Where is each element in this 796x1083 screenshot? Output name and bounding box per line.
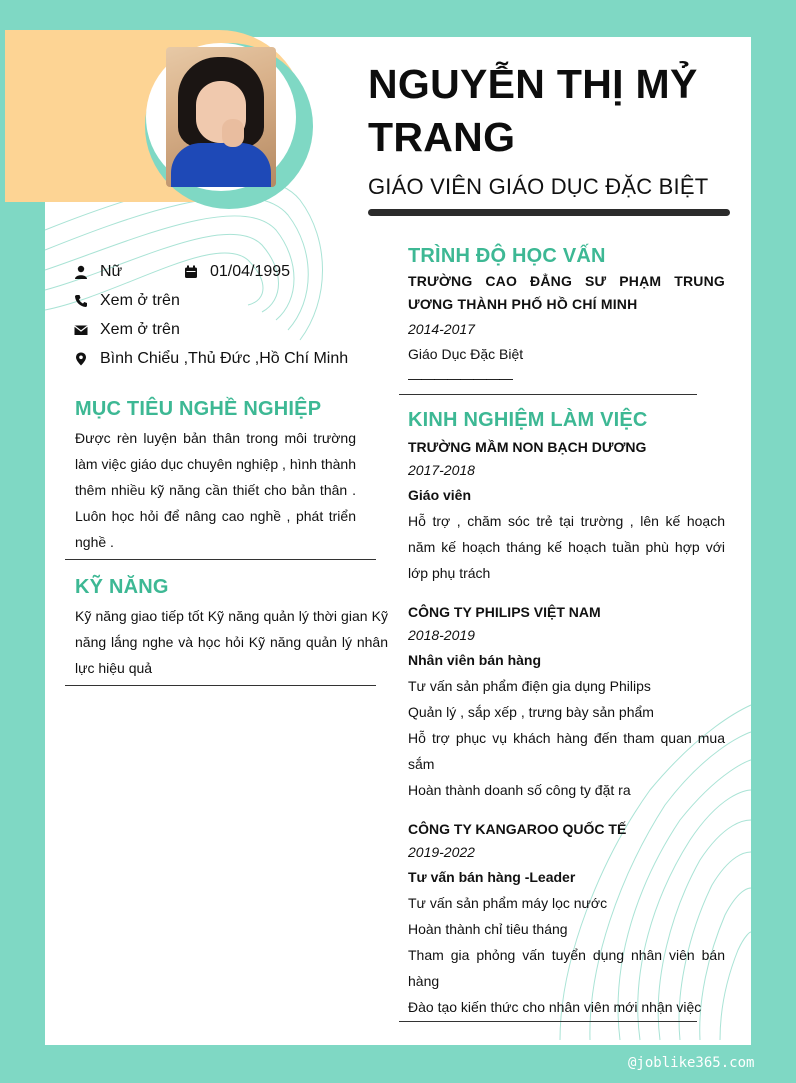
job-duty: Hỗ trợ phục vụ khách hàng đến tham quan mua sắm [408,730,725,772]
job-position: Tư vấn bán hàng -Leader [408,869,576,885]
job-company: CÔNG TY KANGAROO QUỐC TẾ [408,821,627,837]
photo-frame [146,43,296,191]
job-duty: Hoàn thành doanh số công ty đặt ra [408,782,631,798]
divider [399,394,697,395]
contact-gender [74,263,122,281]
education-period: 2014-2017 [408,321,475,337]
contact-email [74,321,180,339]
job-duty: Tư vấn sản phẩm điện gia dụng Philips [408,678,651,694]
profile-photo [166,47,276,187]
job-period: 2017-2018 [408,462,475,478]
address-value: Bình Chiểu ,Thủ Đức ,Hồ Chí Minh [100,350,349,367]
calendar-icon [184,265,198,279]
job-duty: Tư vấn sản phẩm máy lọc nước [408,895,608,911]
job-duty: Hỗ trợ , chăm sóc trẻ tại trường , lên kế hoạch năm kế hoạch tháng kế hoạch tuần phù hợp với lớp phụ trách [408,513,725,581]
divider [399,1021,697,1022]
skills-text: Kỹ năng giao tiếp tốt Kỹ năng quản lý thời gian Kỹ năng lắng nghe và học hỏi Kỹ năng quản lý nhân lực hiệu quả [75,608,388,676]
education-dashes: ———————— [408,370,512,386]
experience-heading: KINH NGHIỆM LÀM VIỆC [408,409,648,431]
gender-value: Nữ [100,263,123,280]
job-position: Nhân viên bán hàng [408,652,542,668]
contact-address [74,350,348,368]
job-duty: Đào tạo kiến thức cho nhân viên mới nhận việc [408,999,702,1015]
location-pin-icon [74,352,88,366]
job-period: 2018-2019 [408,627,475,643]
watermark: @joblike365.com [628,1055,755,1071]
objective-heading: MỤC TIÊU NGHỀ NGHIỆP [75,398,322,420]
job-company: CÔNG TY PHILIPS VIỆT NAM [408,604,601,620]
email-value: Xem ở trên [100,321,180,338]
candidate-title: GIÁO VIÊN GIÁO DỤC ĐẶC BIỆT [368,174,709,199]
contact-phone [74,292,180,310]
job-company: TRƯỜNG MẦM NON BẠCH DƯƠNG [408,439,647,455]
phone-icon [74,294,88,308]
education-major: Giáo Dục Đặc Biệt [408,346,524,362]
title-underline [368,209,730,216]
divider [65,559,376,560]
candidate-name: NGUYỄN THỊ MỶ TRANG [368,61,698,160]
skills-heading: KỸ NĂNG [75,576,169,598]
envelope-icon [74,323,88,337]
phone-value: Xem ở trên [100,292,180,309]
contact-birthdate [184,263,290,281]
education-school: TRƯỜNG CAO ĐẲNG SƯ PHẠM TRUNG ƯƠNG THÀNH PHỐ HỒ CHÍ MINH [408,273,725,312]
person-icon [74,265,88,279]
objective-text: Được rèn luyện bản thân trong môi trường làm việc giáo dục chuyên nghiệp , hình thành thêm nhiều kỹ năng cần thiết cho bản thân . Luôn học hỏi để nâng cao nghề , phát triển nghề . [75,430,356,550]
job-duty: Hoàn thành chỉ tiêu tháng [408,921,568,937]
birthdate-value: 01/04/1995 [210,263,291,280]
job-duty: Tham gia phỏng vấn tuyển dụng nhân viên bán hàng [408,947,725,989]
job-position: Giáo viên [408,487,472,503]
divider [65,685,376,686]
job-duty: Quản lý , sắp xếp , trưng bày sản phẩm [408,704,654,720]
job-period: 2019-2022 [408,844,475,860]
education-heading: TRÌNH ĐỘ HỌC VẤN [408,245,606,267]
